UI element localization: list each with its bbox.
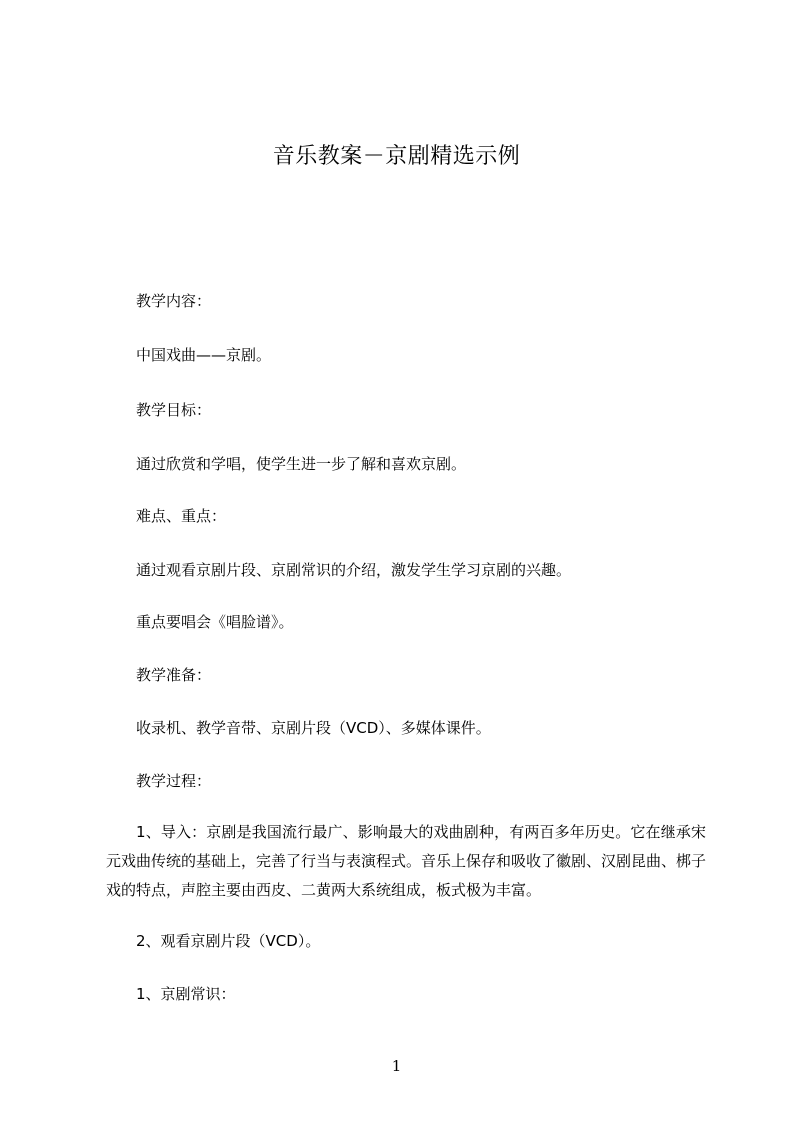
- step-opera-knowledge: 1、京剧常识：: [136, 985, 236, 1003]
- document-title: 音乐教案－京剧精选示例: [272, 144, 521, 169]
- step-watch-clip: 2、观看京剧片段（VCD）。: [136, 932, 321, 950]
- heading-teaching-content: 教学内容：: [136, 292, 212, 310]
- heading-teaching-process: 教学过程：: [136, 772, 212, 790]
- page-number: 1: [391, 1057, 402, 1075]
- text-teaching-content: 中国戏曲——京剧。: [136, 346, 272, 364]
- text-teaching-goal: 通过欣赏和学唱，使学生进一步了解和喜欢京剧。: [136, 455, 467, 473]
- heading-teaching-prep: 教学准备：: [136, 666, 212, 684]
- text-focus-singing: 重点要唱会《唱脸谱》。: [136, 613, 294, 631]
- heading-difficulty-focus: 难点、重点：: [136, 507, 227, 525]
- text-teaching-prep: 收录机、教学音带、京剧片段（VCD）、多媒体课件。: [136, 719, 491, 737]
- text-difficulty-focus: 通过观看京剧片段、京剧常识的介绍，激发学生学习京剧的兴趣。: [136, 561, 572, 579]
- intro-paragraph: 1、导入：京剧是我国流行最广、影响最大的戏曲剧种，有两百多年历史。它在继承宋元戏曲传统的基础上，完善了行当与表演程式。音乐上保存和吸收了徽剧、汉剧昆曲、梆子戏的特点，声腔主要由西皮、二黄两大系统组成，板式极为丰富。: [106, 823, 707, 899]
- heading-teaching-goal: 教学目标：: [136, 401, 212, 419]
